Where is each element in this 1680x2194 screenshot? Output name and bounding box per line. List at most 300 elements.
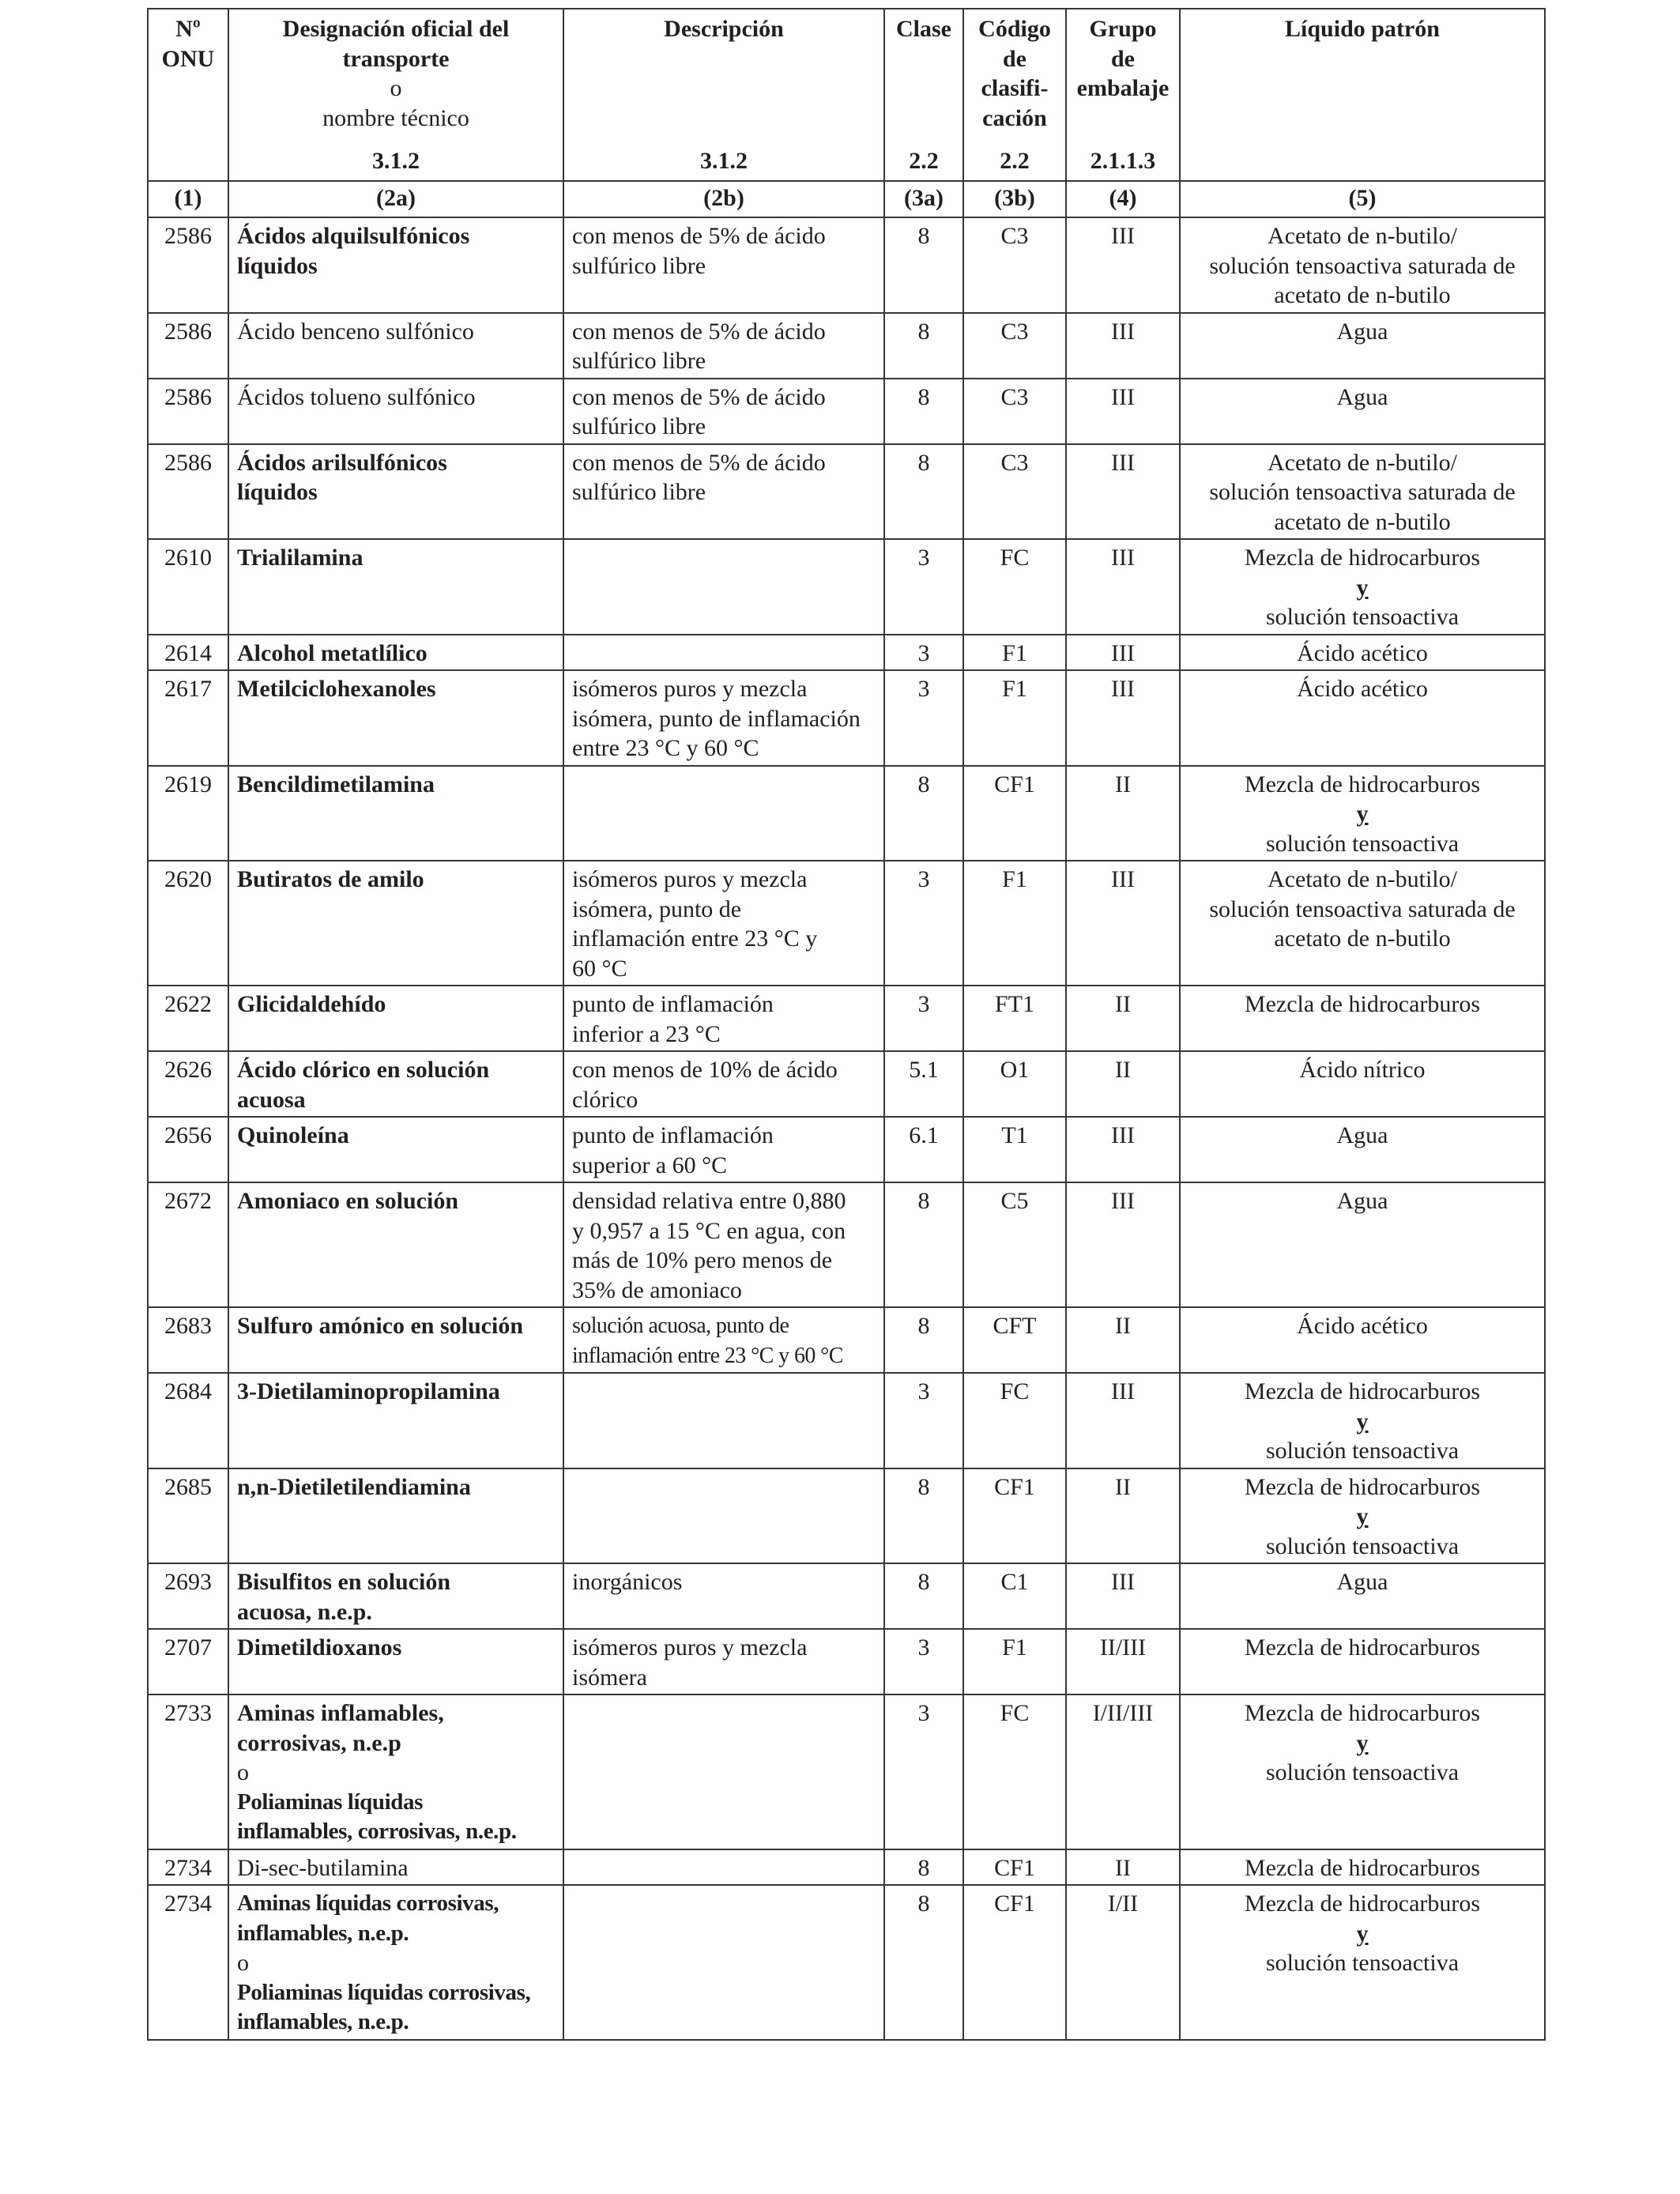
cell-packing-group: III <box>1066 1117 1180 1182</box>
cell-onu: 2617 <box>148 670 228 766</box>
cell-standard-liquid <box>1180 635 1545 671</box>
cell-designation <box>228 1051 563 1117</box>
cell-class: 3 <box>884 1629 963 1695</box>
description-text: solución acuosa, punto de <box>572 1314 789 1338</box>
liquid-text: Agua <box>1336 1122 1388 1148</box>
designation-text: Ácido clórico en solución <box>237 1057 490 1083</box>
designation-text: Trialilamina <box>237 545 363 571</box>
liquid-text: acetato de n-butilo <box>1274 925 1451 952</box>
colnum-2a: (2a) <box>228 181 563 217</box>
colnum-1: (1) <box>148 181 228 217</box>
designation-alt-text: inflamables, corrosivas, n.e.p. <box>237 1819 517 1844</box>
liquid-text: Ácido nítrico <box>1299 1057 1426 1083</box>
designation-text: Bisulfitos en solución <box>237 1569 451 1595</box>
description-text: sulfúrico libre <box>572 252 706 279</box>
cell-class: 8 <box>884 1885 963 2040</box>
description-text: isómera <box>572 1664 647 1691</box>
header-liquid-label: Líquido patrón <box>1285 16 1440 42</box>
cell-classification-code: FC <box>963 1695 1066 1849</box>
cell-description <box>563 1629 884 1695</box>
designation-text: Ácidos tolueno sulfónico <box>237 383 476 410</box>
cell-description <box>563 1117 884 1182</box>
cell-packing-group: I/II <box>1066 1885 1180 2040</box>
cell-classification-code: CF1 <box>963 766 1066 861</box>
liquid-text: Acetato de n-butilo/ <box>1268 866 1457 892</box>
cell-classification-code: F1 <box>963 635 1066 671</box>
cell-description <box>563 1885 884 2040</box>
cell-designation <box>228 1563 563 1629</box>
liquid-and: y <box>1356 801 1369 827</box>
cell-packing-group: III <box>1066 217 1180 313</box>
cell-onu: 2586 <box>148 379 228 444</box>
liquid-text: Mezcla de hidrocarburos <box>1244 545 1481 571</box>
cell-onu: 2733 <box>148 1695 228 1849</box>
colnum-2b: (2b) <box>563 181 884 217</box>
cell-packing-group: III <box>1066 379 1180 444</box>
description-text: sulfúrico libre <box>572 348 706 374</box>
cell-standard-liquid <box>1180 766 1545 861</box>
cell-packing-group: III <box>1066 861 1180 986</box>
cell-standard-liquid <box>1180 1117 1545 1182</box>
cell-packing-group: II <box>1066 1849 1180 1886</box>
cell-classification-code: CF1 <box>963 1849 1066 1886</box>
header-description-code: 3.1.2 <box>700 147 748 174</box>
cell-onu: 2586 <box>148 217 228 313</box>
liquid-text: Agua <box>1336 318 1388 345</box>
cell-standard-liquid <box>1180 986 1545 1051</box>
liquid-text: solución tensoactiva <box>1265 1950 1460 1976</box>
cell-class: 8 <box>884 1563 963 1629</box>
cell-description <box>563 1373 884 1468</box>
description-text: con menos de 5% de ácido <box>572 318 826 345</box>
cell-description <box>563 1563 884 1629</box>
cell-onu: 2586 <box>148 313 228 379</box>
cell-description <box>563 1182 884 1307</box>
liquid-and: y <box>1356 1920 1369 1947</box>
designation-text: Ácidos arilsulfónicos <box>237 449 447 476</box>
cell-standard-liquid <box>1180 379 1545 444</box>
cell-standard-liquid <box>1180 313 1545 379</box>
designation-text: Amoniaco en solución <box>237 1188 459 1214</box>
cell-classification-code: CF1 <box>963 1885 1066 2040</box>
description-text: con menos de 10% de ácido <box>572 1057 838 1083</box>
cell-onu: 2734 <box>148 1849 228 1886</box>
liquid-and: y <box>1356 1729 1369 1756</box>
cell-description <box>563 670 884 766</box>
header-group-line3: embalaje <box>1076 75 1170 101</box>
cell-description <box>563 986 884 1051</box>
liquid-text: Mezcla de hidrocarburos <box>1244 991 1481 1017</box>
cell-class: 8 <box>884 1307 963 1373</box>
cell-classification-code: C3 <box>963 379 1066 444</box>
designation-text: Sulfuro amónico en solución <box>237 1313 524 1339</box>
header-designation-alt: nombre técnico <box>322 104 469 131</box>
designation-text: Quinoleína <box>237 1122 349 1148</box>
cell-designation <box>228 986 563 1051</box>
header-standard-liquid <box>1180 9 1545 181</box>
cell-classification-code: C3 <box>963 444 1066 540</box>
header-code-line4: cación <box>982 104 1047 131</box>
cell-description <box>563 1695 884 1849</box>
description-text: isómera, punto de <box>572 895 742 922</box>
cell-class: 8 <box>884 444 963 540</box>
liquid-and: y <box>1356 1408 1369 1434</box>
liquid-text: Ácido acético <box>1297 639 1428 666</box>
header-classification-code <box>963 9 1066 181</box>
cell-onu: 2626 <box>148 1051 228 1117</box>
description-text: inflamación entre 23 °C y <box>572 925 818 952</box>
cell-onu: 2685 <box>148 1468 228 1564</box>
designation-text: líquidos <box>237 479 318 505</box>
cell-classification-code: C3 <box>963 217 1066 313</box>
cell-classification-code: FC <box>963 1373 1066 1468</box>
designation-text: acuosa <box>237 1086 306 1113</box>
cell-packing-group: II <box>1066 986 1180 1051</box>
cell-class: 8 <box>884 1468 963 1564</box>
description-text: y 0,957 a 15 °C en agua, con <box>572 1217 846 1244</box>
cell-designation <box>228 1629 563 1695</box>
table-row <box>148 766 1545 861</box>
header-designation-code: 3.1.2 <box>372 147 420 174</box>
cell-standard-liquid <box>1180 670 1545 766</box>
cell-onu: 2622 <box>148 986 228 1051</box>
un-substances-table <box>147 8 1546 2041</box>
table-row <box>148 539 1545 635</box>
cell-designation <box>228 1117 563 1182</box>
liquid-text: solución tensoactiva saturada de <box>1209 252 1516 279</box>
description-text: con menos de 5% de ácido <box>572 449 826 476</box>
cell-classification-code: C1 <box>963 1563 1066 1629</box>
designation-text: Ácidos alquilsulfónicos <box>237 223 470 249</box>
designation-alt-text: Poliaminas líquidas corrosivas, <box>237 1979 531 2005</box>
cell-classification-code: F1 <box>963 861 1066 986</box>
header-onu <box>148 9 228 181</box>
cell-standard-liquid <box>1180 217 1545 313</box>
header-row <box>148 9 1545 181</box>
cell-class: 6.1 <box>884 1117 963 1182</box>
cell-standard-liquid <box>1180 1849 1545 1886</box>
header-onu-line2: ONU <box>161 45 215 72</box>
cell-class: 3 <box>884 861 963 986</box>
designation-text: n,n-Dietiletilendiamina <box>237 1473 471 1500</box>
designation-text: 3-Dietilaminopropilamina <box>237 1378 500 1404</box>
header-class <box>884 9 963 181</box>
cell-packing-group: III <box>1066 1563 1180 1629</box>
header-description <box>563 9 884 181</box>
description-text: 35% de amoniaco <box>572 1276 742 1303</box>
table-row <box>148 1182 1545 1307</box>
table-row <box>148 1629 1545 1695</box>
liquid-text: Agua <box>1336 1188 1388 1214</box>
description-text: isómera, punto de inflamación <box>572 705 861 732</box>
description-text: clórico <box>572 1086 638 1113</box>
designation-text: Ácido benceno sulfónico <box>237 318 474 345</box>
column-number-row <box>148 181 1545 217</box>
cell-designation <box>228 1468 563 1564</box>
description-text: más de 10% pero menos de <box>572 1247 833 1273</box>
cell-standard-liquid <box>1180 1373 1545 1468</box>
table-row <box>148 444 1545 540</box>
cell-packing-group: II <box>1066 766 1180 861</box>
cell-packing-group: II <box>1066 1307 1180 1373</box>
cell-description <box>563 635 884 671</box>
cell-standard-liquid <box>1180 1563 1545 1629</box>
liquid-text: solución tensoactiva saturada de <box>1209 895 1516 922</box>
designation-text: Aminas líquidas corrosivas, <box>237 1891 499 1916</box>
cell-class: 5.1 <box>884 1051 963 1117</box>
description-text: con menos de 5% de ácido <box>572 383 826 410</box>
cell-designation <box>228 861 563 986</box>
cell-classification-code: T1 <box>963 1117 1066 1182</box>
cell-designation <box>228 1373 563 1468</box>
cell-description <box>563 1468 884 1564</box>
header-code-line3: clasifi- <box>981 75 1049 101</box>
designation-alt-text: inflamables, n.e.p. <box>237 2009 409 2034</box>
designation-text: Bencildimetilamina <box>237 771 435 797</box>
cell-onu: 2620 <box>148 861 228 986</box>
table-row <box>148 1117 1545 1182</box>
description-text: 60 °C <box>572 955 627 982</box>
cell-description <box>563 379 884 444</box>
liquid-text: Mezcla de hidrocarburos <box>1244 1378 1481 1404</box>
description-text: superior a 60 °C <box>572 1152 728 1178</box>
header-designation-line2: transporte <box>342 45 450 72</box>
cell-onu: 2610 <box>148 539 228 635</box>
cell-packing-group: III <box>1066 313 1180 379</box>
description-text: densidad relativa entre 0,880 <box>572 1188 846 1214</box>
header-group-line1: Grupo <box>1089 16 1157 42</box>
designation-text: líquidos <box>237 252 318 279</box>
cell-packing-group: III <box>1066 1182 1180 1307</box>
cell-designation <box>228 313 563 379</box>
cell-standard-liquid <box>1180 1885 1545 2040</box>
liquid-text: Agua <box>1336 1569 1388 1595</box>
cell-packing-group: III <box>1066 670 1180 766</box>
cell-packing-group: II <box>1066 1051 1180 1117</box>
designation-text: Butiratos de amilo <box>237 866 424 892</box>
table-row <box>148 670 1545 766</box>
colnum-4: (4) <box>1066 181 1180 217</box>
cell-designation <box>228 1182 563 1307</box>
cell-description <box>563 1849 884 1886</box>
cell-description <box>563 539 884 635</box>
cell-description <box>563 1307 884 1373</box>
cell-onu: 2683 <box>148 1307 228 1373</box>
header-onu-line1: Nº <box>175 16 201 42</box>
cell-packing-group: III <box>1066 539 1180 635</box>
table-row <box>148 1695 1545 1849</box>
table-row <box>148 217 1545 313</box>
cell-standard-liquid <box>1180 1629 1545 1695</box>
liquid-text: solución tensoactiva <box>1265 1532 1460 1559</box>
liquid-text: Mezcla de hidrocarburos <box>1244 1700 1481 1726</box>
cell-packing-group: II/III <box>1066 1629 1180 1695</box>
cell-standard-liquid <box>1180 444 1545 540</box>
designation-or: o <box>237 1950 249 1976</box>
cell-description <box>563 444 884 540</box>
cell-class: 3 <box>884 1695 963 1849</box>
cell-packing-group: III <box>1066 444 1180 540</box>
cell-classification-code: O1 <box>963 1051 1066 1117</box>
table-row <box>148 313 1545 379</box>
description-text: sulfúrico libre <box>572 479 706 505</box>
cell-classification-code: C3 <box>963 313 1066 379</box>
description-text: inorgánicos <box>572 1569 683 1595</box>
liquid-text: Acetato de n-butilo/ <box>1268 449 1457 476</box>
cell-description <box>563 766 884 861</box>
header-designation-or: o <box>390 75 402 101</box>
document-table-container <box>147 8 1544 2041</box>
designation-text: Metilciclohexanoles <box>237 676 436 702</box>
cell-description <box>563 217 884 313</box>
table-row <box>148 1307 1545 1373</box>
liquid-text: Mezcla de hidrocarburos <box>1244 1891 1481 1917</box>
cell-onu: 2614 <box>148 635 228 671</box>
cell-class: 8 <box>884 379 963 444</box>
cell-classification-code: FC <box>963 539 1066 635</box>
designation-text: acuosa, n.e.p. <box>237 1598 372 1625</box>
cell-designation <box>228 444 563 540</box>
cell-designation <box>228 539 563 635</box>
designation-text: Dimetildioxanos <box>237 1634 402 1661</box>
cell-classification-code: CF1 <box>963 1468 1066 1564</box>
liquid-and: y <box>1356 574 1369 601</box>
header-group-line2: de <box>1111 45 1135 72</box>
description-text: punto de inflamación <box>572 1122 774 1148</box>
header-code-code: 2.2 <box>1000 147 1030 174</box>
cell-designation <box>228 635 563 671</box>
designation-text: inflamables, n.e.p. <box>237 1920 409 1946</box>
header-designation <box>228 9 563 181</box>
cell-designation <box>228 217 563 313</box>
liquid-text: acetato de n-butilo <box>1274 282 1451 308</box>
description-text: punto de inflamación <box>572 991 774 1017</box>
cell-packing-group: III <box>1066 1373 1180 1468</box>
cell-class: 8 <box>884 217 963 313</box>
cell-designation <box>228 1849 563 1886</box>
description-text: isómeros puros y mezcla <box>572 676 808 702</box>
header-packing-group <box>1066 9 1180 181</box>
colnum-3a: (3a) <box>884 181 963 217</box>
cell-standard-liquid <box>1180 539 1545 635</box>
liquid-text: solución tensoactiva saturada de <box>1209 479 1516 505</box>
cell-class: 3 <box>884 1373 963 1468</box>
cell-classification-code: FT1 <box>963 986 1066 1051</box>
table-row <box>148 1373 1545 1468</box>
cell-designation <box>228 1307 563 1373</box>
description-text: inflamación entre 23 °C y 60 °C <box>572 1343 843 1368</box>
liquid-text: Mezcla de hidrocarburos <box>1244 1473 1481 1500</box>
designation-text: corrosivas, n.e.p <box>237 1729 401 1756</box>
table-row <box>148 1468 1545 1564</box>
header-code-line2: de <box>1003 45 1026 72</box>
cell-standard-liquid <box>1180 861 1545 986</box>
cell-onu: 2734 <box>148 1885 228 2040</box>
description-text: isómeros puros y mezcla <box>572 1634 808 1661</box>
cell-packing-group: I/II/III <box>1066 1695 1180 1849</box>
liquid-text: solución tensoactiva <box>1265 1438 1460 1464</box>
table-row <box>148 1563 1545 1629</box>
table-row <box>148 1849 1545 1886</box>
liquid-and: y <box>1356 1503 1369 1529</box>
cell-onu: 2656 <box>148 1117 228 1182</box>
header-class-code: 2.2 <box>909 147 939 174</box>
description-text: isómeros puros y mezcla <box>572 866 808 892</box>
liquid-text: Ácido acético <box>1297 676 1428 702</box>
description-text: sulfúrico libre <box>572 413 706 439</box>
cell-designation <box>228 1695 563 1849</box>
liquid-text: solución tensoactiva <box>1265 830 1460 857</box>
liquid-text: Agua <box>1336 383 1388 410</box>
table-row <box>148 635 1545 671</box>
cell-onu: 2586 <box>148 444 228 540</box>
cell-standard-liquid <box>1180 1051 1545 1117</box>
cell-class: 3 <box>884 635 963 671</box>
designation-text: Glicidaldehído <box>237 991 386 1017</box>
cell-class: 8 <box>884 1182 963 1307</box>
table-row <box>148 861 1545 986</box>
description-text: inferior a 23 °C <box>572 1020 721 1047</box>
designation-text: Di-sec-butilamina <box>237 1854 409 1881</box>
cell-designation <box>228 379 563 444</box>
cell-designation <box>228 1885 563 2040</box>
designation-or: o <box>237 1759 249 1785</box>
cell-standard-liquid <box>1180 1695 1545 1849</box>
cell-onu: 2707 <box>148 1629 228 1695</box>
cell-designation <box>228 766 563 861</box>
description-text: entre 23 °C y 60 °C <box>572 735 759 761</box>
cell-classification-code: F1 <box>963 1629 1066 1695</box>
cell-onu: 2684 <box>148 1373 228 1468</box>
liquid-text: Acetato de n-butilo/ <box>1268 223 1457 249</box>
cell-class: 8 <box>884 1849 963 1886</box>
liquid-text: Ácido acético <box>1297 1313 1428 1339</box>
cell-class: 8 <box>884 766 963 861</box>
table-row <box>148 1885 1545 2040</box>
liquid-text: solución tensoactiva <box>1265 604 1460 630</box>
cell-standard-liquid <box>1180 1307 1545 1373</box>
table-body <box>148 217 1545 2040</box>
liquid-text: Mezcla de hidrocarburos <box>1244 771 1481 797</box>
liquid-text: Mezcla de hidrocarburos <box>1244 1634 1481 1661</box>
colnum-3b: (3b) <box>963 181 1066 217</box>
designation-alt-text: Poliaminas líquidas <box>237 1789 423 1815</box>
table-row <box>148 1051 1545 1117</box>
header-code-line1: Código <box>978 16 1051 42</box>
cell-onu: 2672 <box>148 1182 228 1307</box>
liquid-text: acetato de n-butilo <box>1274 508 1451 535</box>
header-description-label: Descripción <box>664 16 784 42</box>
cell-description <box>563 313 884 379</box>
cell-description <box>563 861 884 986</box>
cell-packing-group: II <box>1066 1468 1180 1564</box>
liquid-text: Mezcla de hidrocarburos <box>1244 1854 1481 1881</box>
cell-class: 8 <box>884 313 963 379</box>
header-group-code: 2.1.1.3 <box>1090 147 1156 174</box>
designation-text: Aminas inflamables, <box>237 1700 444 1726</box>
cell-onu: 2619 <box>148 766 228 861</box>
cell-standard-liquid <box>1180 1182 1545 1307</box>
table-row <box>148 986 1545 1051</box>
header-class-label: Clase <box>896 16 951 42</box>
cell-onu: 2693 <box>148 1563 228 1629</box>
description-text: con menos de 5% de ácido <box>572 223 826 249</box>
cell-class: 3 <box>884 539 963 635</box>
header-designation-line1: Designación oficial del <box>282 16 510 42</box>
cell-classification-code: CFT <box>963 1307 1066 1373</box>
cell-standard-liquid <box>1180 1468 1545 1564</box>
table-row <box>148 379 1545 444</box>
